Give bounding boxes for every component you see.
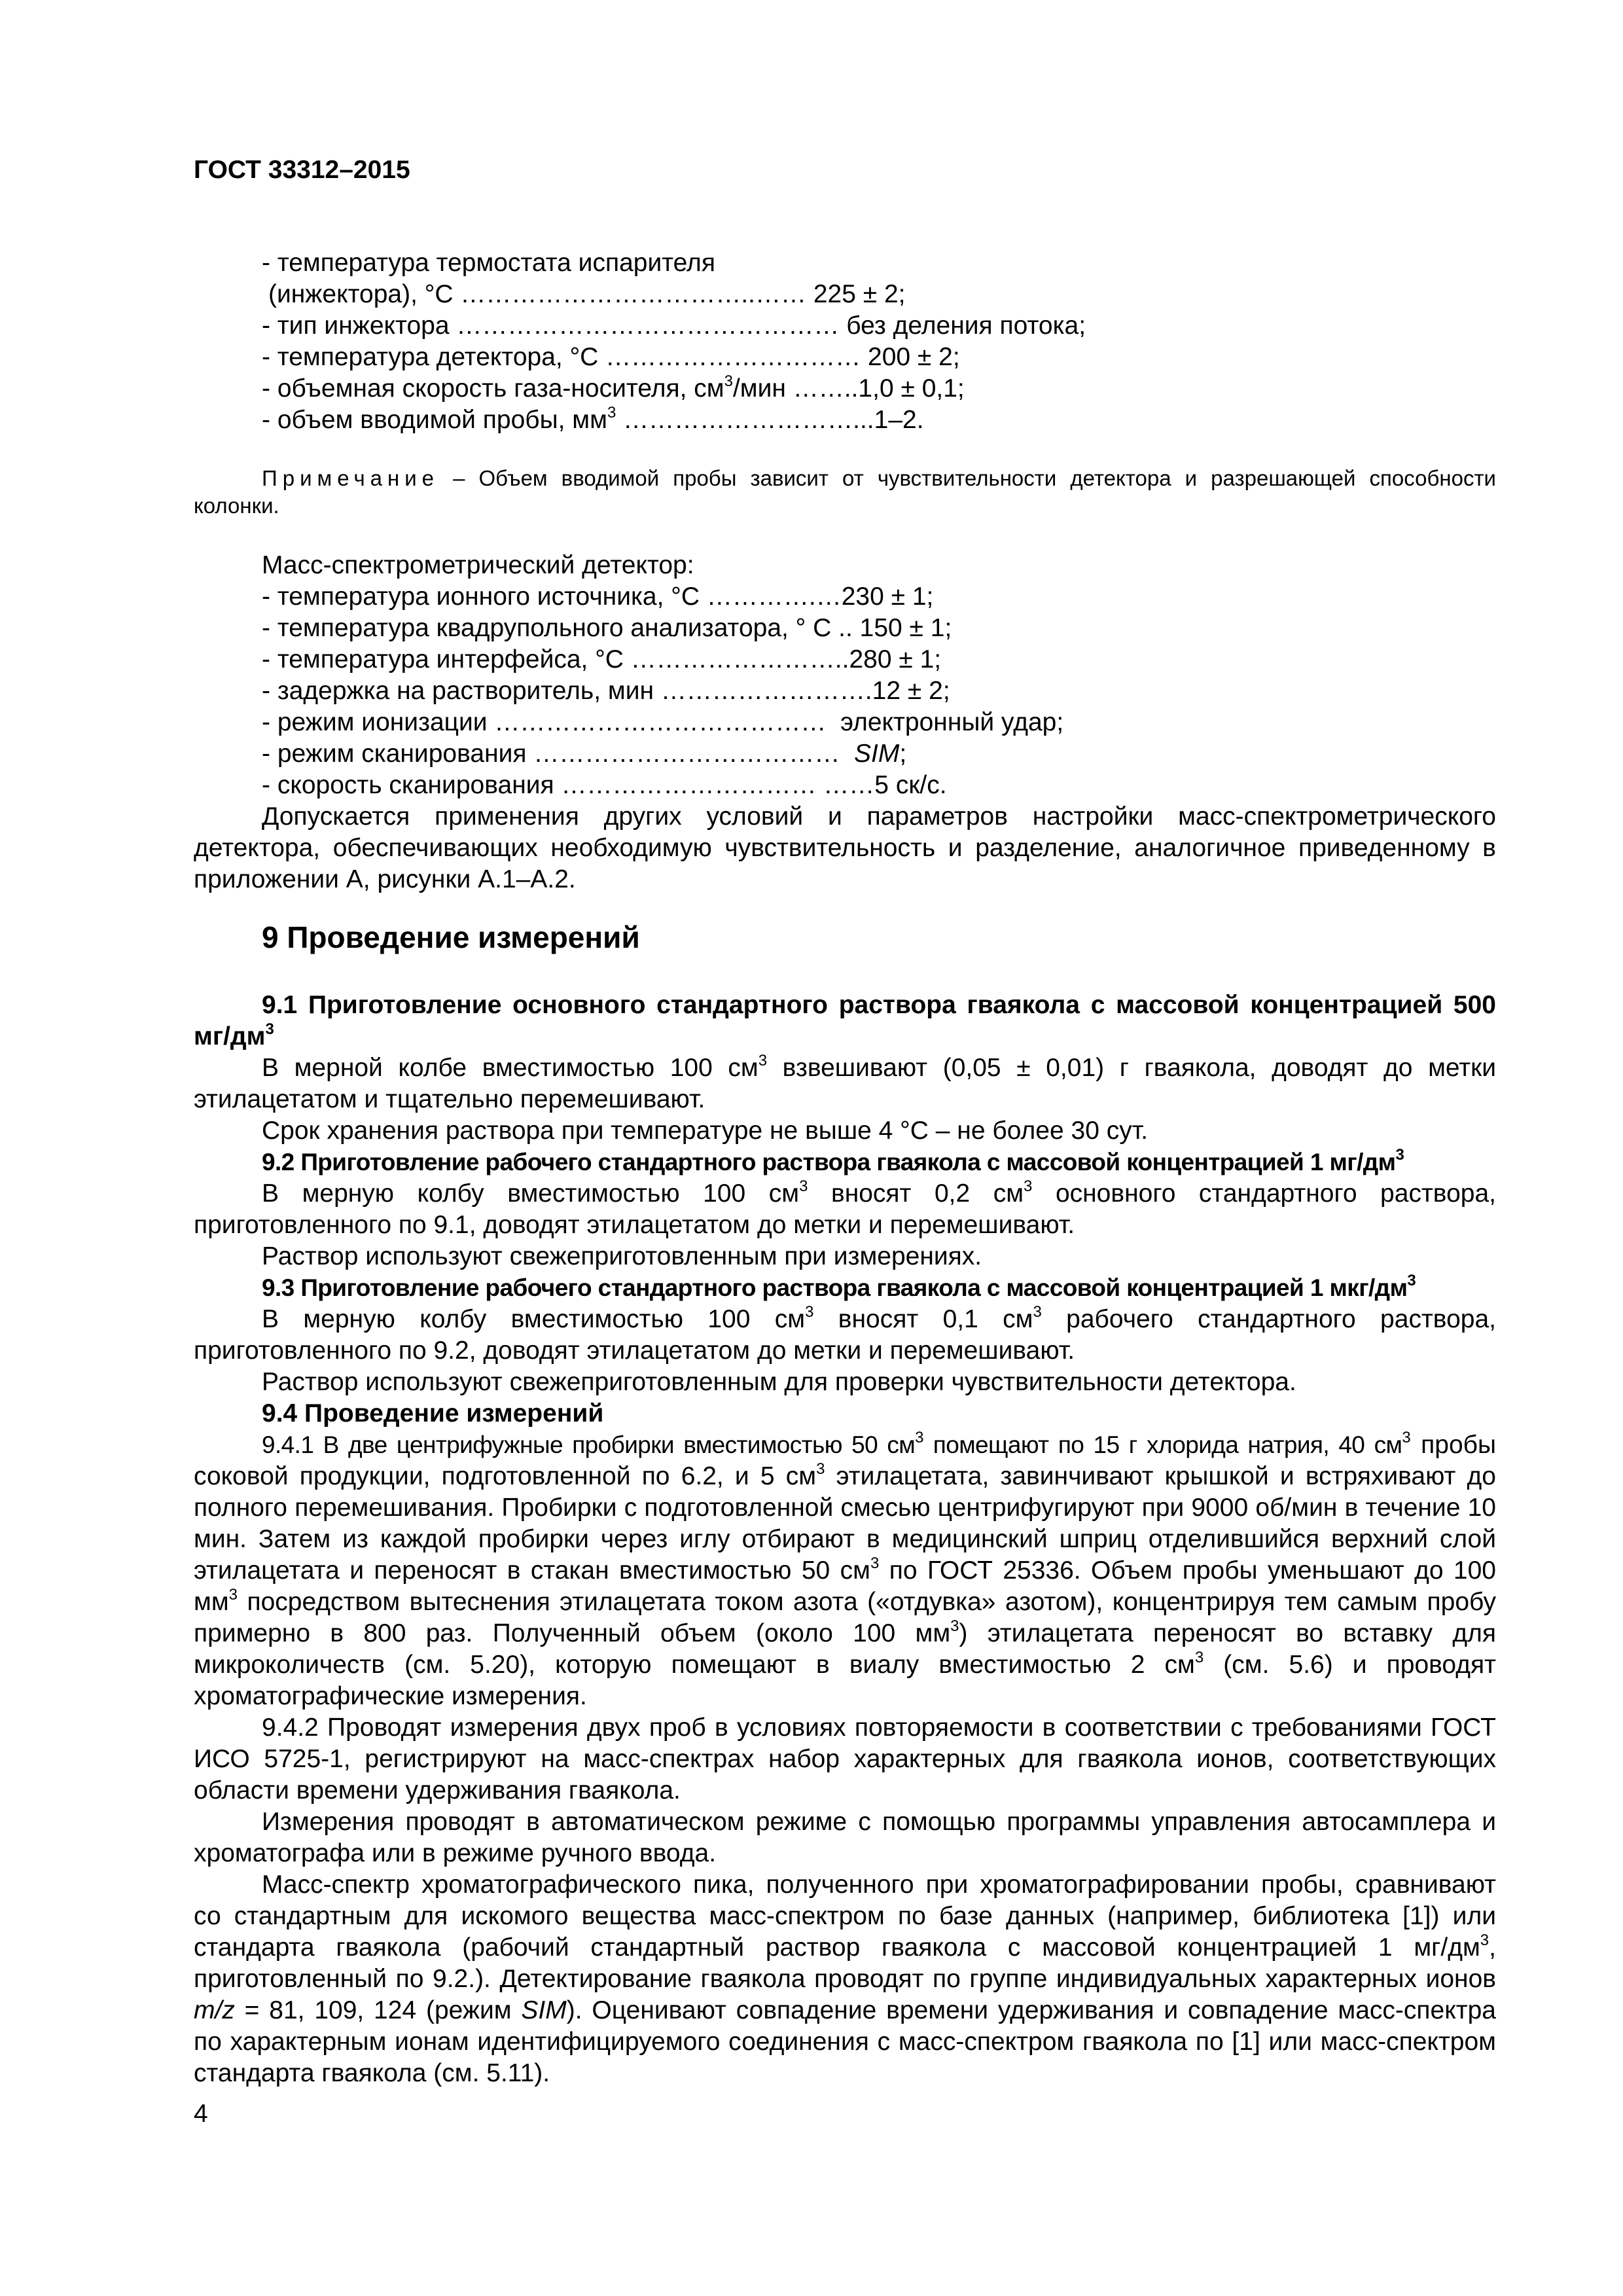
- page-number: 4: [194, 2100, 208, 2128]
- parameter-list-ms: [194, 550, 1496, 895]
- note-text: – Объем вводимой пробы зависит от чувствительности детектора и разрешающей способности колонки.: [194, 466, 1496, 518]
- subsection-9-1-title: 9.1 Приготовление основного стандартного раствора гваякола с массовой концентрацией 500 $мг/дм^3$: [194, 991, 1496, 1050]
- list-item: - температура квадрупольного анализатора, ° С .. 150 ± 1;: [262, 614, 952, 642]
- paragraph: Раствор используют свежеприготовленным при измерениях.: [262, 1242, 982, 1270]
- paragraph-9-4-1: 9.4.1 В две центрифужные пробирки вместимостью 50 $см^3$ помещают по 15 г хлорида натрия, 40 $см^3$ пробы соковой продукции, подготовленной по 6.2, и 5 $см^3$ этилацетата, завинчивают крышкой и встряхивают до полного перемешивания. Пробирки с подготовленной смесью центрифугируют при 9000 об/мин в течение 10 мин. Затем из каждой пробирки через иглу отбирают в медицинский шприц отделившийся верхний слой этилацетата и переносят в стакан вместимостью 50 $см^3$ по ГОСТ 25336. Объем пробы уменьшают до 100 $мм^3$ посредством вытеснения этилацетата током азота («отдувка» азотом), концентрируя тем самым пробу примерно в 800 раз. Полученный объем (около 100 $мм^3$) этилацетата переносят во вставку для микроколичеств (см. 5.20), которую помещают в виалу вместимостью 2 $см^3$ (см. 5.6) и проводят хроматографические измерения.: [194, 1429, 1497, 1710]
- note: [194, 465, 1496, 520]
- allow-paragraph: Допускается применения других условий и параметров настройки масс-спектрометрического детектора, обеспечивающих необходимую чувствительность и разделение, аналогичное приведенному в приложении А, рисунки А.1–А.2.: [194, 802, 1496, 893]
- paragraph: Масс-спектр хроматографического пика, полученного при хроматографировании пробы, сравнивают со стандартным для искомого вещества масс-спектром по базе данных (например, библиотека [1]) или стандарта гваякола (рабочий стандартный раствор гваякола с массовой концентрацией 1 $мг/дм^3$, приготовленный по 9.2.). Детектирование гваякола проводят по группе индивидуальных характерных ионов m/z = 81, 109, 124 (режим SIM). Оценивают совпадение времени удерживания и совпадение масс-спектра по характерным ионам идентифицируемого соединения с масс-спектром гваякола по [1] или масс-спектром стандарта гваякола (см. 5.11).: [194, 1871, 1496, 2087]
- paragraph: В мерной колбе вместимостью 100 $см^3$ взвешивают (0,05 ± 0,01) г гваякола, доводят до метки этилацетатом и тщательно перемешивают.: [194, 1052, 1496, 1113]
- subsection-9-3-title: 9.3 Приготовление рабочего стандартного раствора гваякола с массовой концентрацией 1 мкг/$дм^3$: [262, 1272, 1416, 1301]
- section-9-body: [194, 990, 1496, 2089]
- paragraph: Измерения проводят в автоматическом режиме с помощью программы управления автосамплера и хроматографа или в режиме ручного ввода.: [194, 1808, 1496, 1867]
- paragraph: В мерную колбу вместимостью 100 $см^3$ вносят 0,2 $см^3$ основного стандартного раствора, приготовленного по 9.1, доводят этилацетатом до метки и перемешивают.: [194, 1177, 1496, 1239]
- list-item: - температура детектора, °C ………………………… 200 ± 2;: [262, 343, 960, 371]
- list-item: - объемная скорость газа-носителя, $см^3$/мин ……..1,0 ± 0,1;: [262, 372, 965, 403]
- paragraph: В мерную колбу вместимостью 100 $см^3$ вносят 0,1 $см^3$ рабочего стандартного раствора, приготовленного по 9.2, доводят этилацетатом до метки и перемешивают.: [194, 1303, 1496, 1365]
- subsection-9-2-title: 9.2 Приготовление рабочего стандартного раствора гваякола с массовой концентрацией 1 $мг/дм^3$: [262, 1146, 1404, 1175]
- list-item: (инжектора), °C ……………………………..…… 225 ± 2;: [268, 280, 906, 308]
- paragraph: Раствор используют свежеприготовленным для проверки чувствительности детектора.: [262, 1368, 1296, 1396]
- list-item: - режим ионизации ………………………………… электронный удар;: [262, 708, 1064, 736]
- list-heading: Масс-спектрометрический детектор:: [262, 551, 694, 579]
- list-item: - температура термостата испарителя: [262, 249, 715, 277]
- document-header: ГОСТ 33312–2015: [194, 156, 410, 184]
- subsection-9-4-title: 9.4 Проведение измерений: [262, 1399, 604, 1427]
- list-item: - температура ионного источника, °C ………….…230 ± 1;: [262, 583, 934, 611]
- paragraph: Срок хранения раствора при температуре не выше 4 °С – не более 30 сут.: [262, 1117, 1149, 1145]
- list-item: - объем вводимой пробы, $мм^3$ ………………………...1–2.: [262, 404, 924, 434]
- list-item: - задержка на растворитель, мин …………………….12 ± 2;: [262, 677, 950, 705]
- list-item: - скорость сканирования ………………………… ……5 ск/с.: [262, 771, 947, 799]
- note-label: Примечание: [262, 466, 440, 490]
- paragraph-9-4-2: 9.4.2 Проводят измерения двух проб в условиях повторяемости в соответствии с требованиями ГОСТ ИСО 5725-1, регистрируют на масс-спектрах набор характерных для гваякола ионов, соответствующих области времени удерживания гваякола.: [194, 1713, 1496, 1804]
- parameter-list-gc: [194, 247, 1496, 436]
- list-item: - тип инжектора ……………………………………… без деления потока;: [262, 312, 1086, 340]
- section-9-title: 9 Проведение измерений: [262, 920, 640, 954]
- list-item: - режим сканирования ……………………………… SIM;: [262, 740, 907, 768]
- list-item: - температура интерфейса, °C ……………………..280 ± 1;: [262, 645, 942, 673]
